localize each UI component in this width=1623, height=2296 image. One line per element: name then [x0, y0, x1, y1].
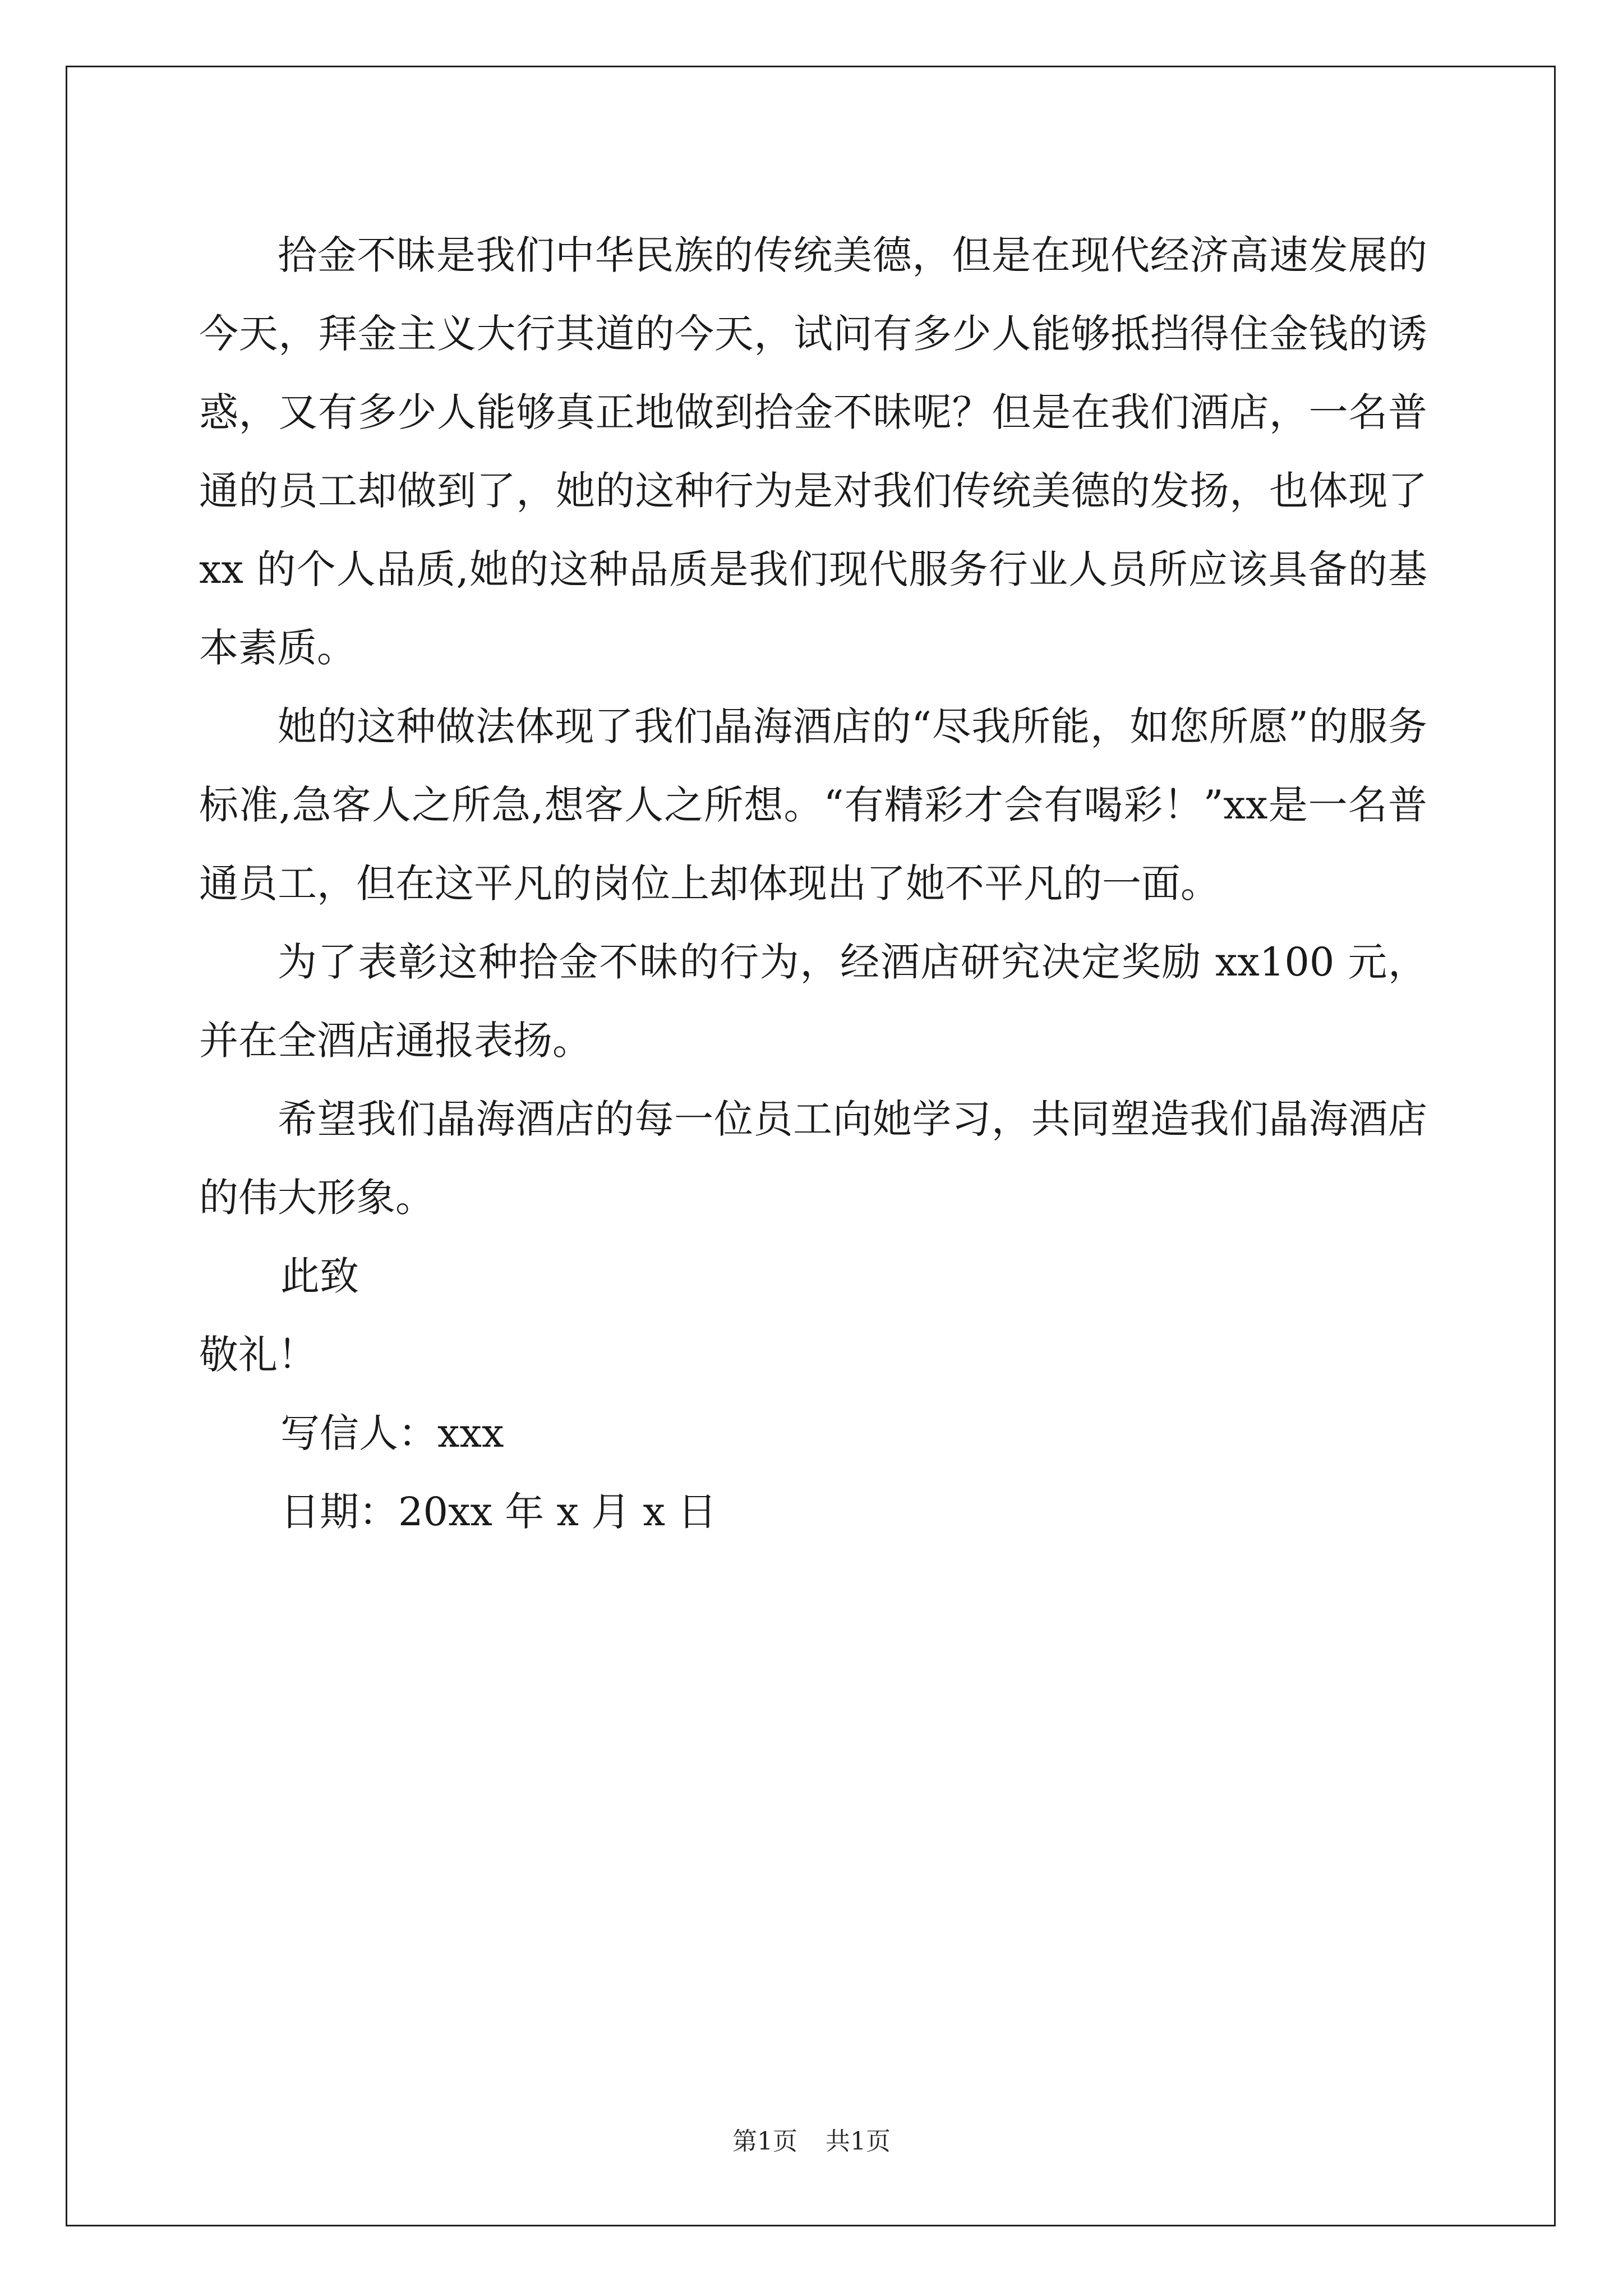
page-footer [0, 2125, 1623, 2159]
paragraph-1: 拾金不昧是我们中华民族的传统美德，但是在现代经济高速发展的今天，拜金主义大行其道的今天，试问有多少人能够抵挡得住金钱的诱惑，又有多少人能够真正地做到拾金不昧呢？但是在我们酒店，一名普通的员工却做到了，她的这种行为是对我们传统美德的发扬，也体现了 xx 的个人品质,她的这种品质是我们现代服务行业人员所应该具备的基本素质。 [199, 232, 1427, 671]
paragraph-2: 她的这种做法体现了我们晶海酒店的“尽我所能，如您所愿”的服务标准,急客人之所急,想客人之所想。“有精彩才会有喝彩！”xx是一名普通员工，但在这平凡的岗位上却体现出了她不平凡的一面。 [199, 703, 1427, 907]
paragraph-4: 希望我们晶海酒店的每一位员工向她学习，共同塑造我们晶海酒店的伟大形象。 [199, 1096, 1427, 1221]
page-current: 第1页 [732, 2127, 797, 2156]
paragraph-3: 为了表彰这种拾金不昧的行为，经酒店研究决定奖励 xx100 元，并在全酒店通报表扬。 [199, 939, 1427, 1064]
date-line: 日期：20xx 年 x 月 x 日 [280, 1489, 717, 1535]
writer-line: 写信人：xxx [280, 1410, 504, 1456]
salute-line: 敬礼！ [199, 1332, 317, 1378]
page-total: 共1页 [826, 2127, 891, 2156]
closing-line: 此致 [280, 1253, 359, 1299]
letter-body [199, 216, 1427, 1551]
